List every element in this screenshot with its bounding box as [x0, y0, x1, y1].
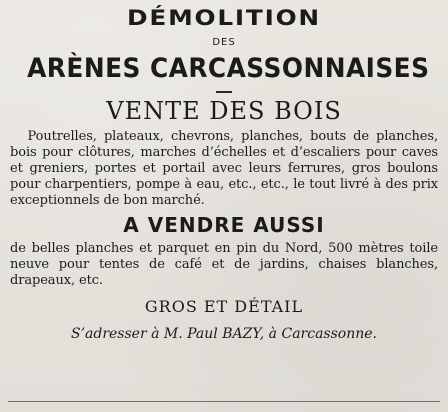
trade-label: GROS ET DÉTAIL — [144, 297, 304, 316]
wood-description-paragraph — [10, 129, 438, 209]
advertisement-place: ARÈNES CARCASSONNAISES — [27, 53, 430, 84]
advertisement-connector: DES — [212, 37, 236, 48]
wood-description-text: Poutrelles, plateaux, chevrons, planches, bouts de planches, bois pour clôtures, marches d’échelles et d’escaliers pour caves et greniers, portes et portail avec leurs ferrures, gros boulons pour charpentiers, pompe à eau, etc., etc., le tout livré à des prix exceptionnels de bon marché. — [10, 129, 438, 208]
separator — [10, 91, 438, 93]
advertisement-title: DÉMOLITION — [127, 6, 321, 30]
contact-line: S’adresser à M. Paul BAZY, à Carcassonne. — [70, 326, 377, 342]
bottom-rule — [8, 401, 440, 402]
section-title-wood-sale: VENTE DES BOIS — [106, 97, 342, 125]
also-description-paragraph: de belles planches et parquet en pin du Nord, 500 mètres toile neuve pour tentes de café et de jardins, chaises blanches, drapeaux, etc. — [10, 241, 438, 288]
separator-dash — [216, 91, 232, 93]
also-for-sale-heading: A VENDRE AUSSI — [123, 213, 325, 237]
